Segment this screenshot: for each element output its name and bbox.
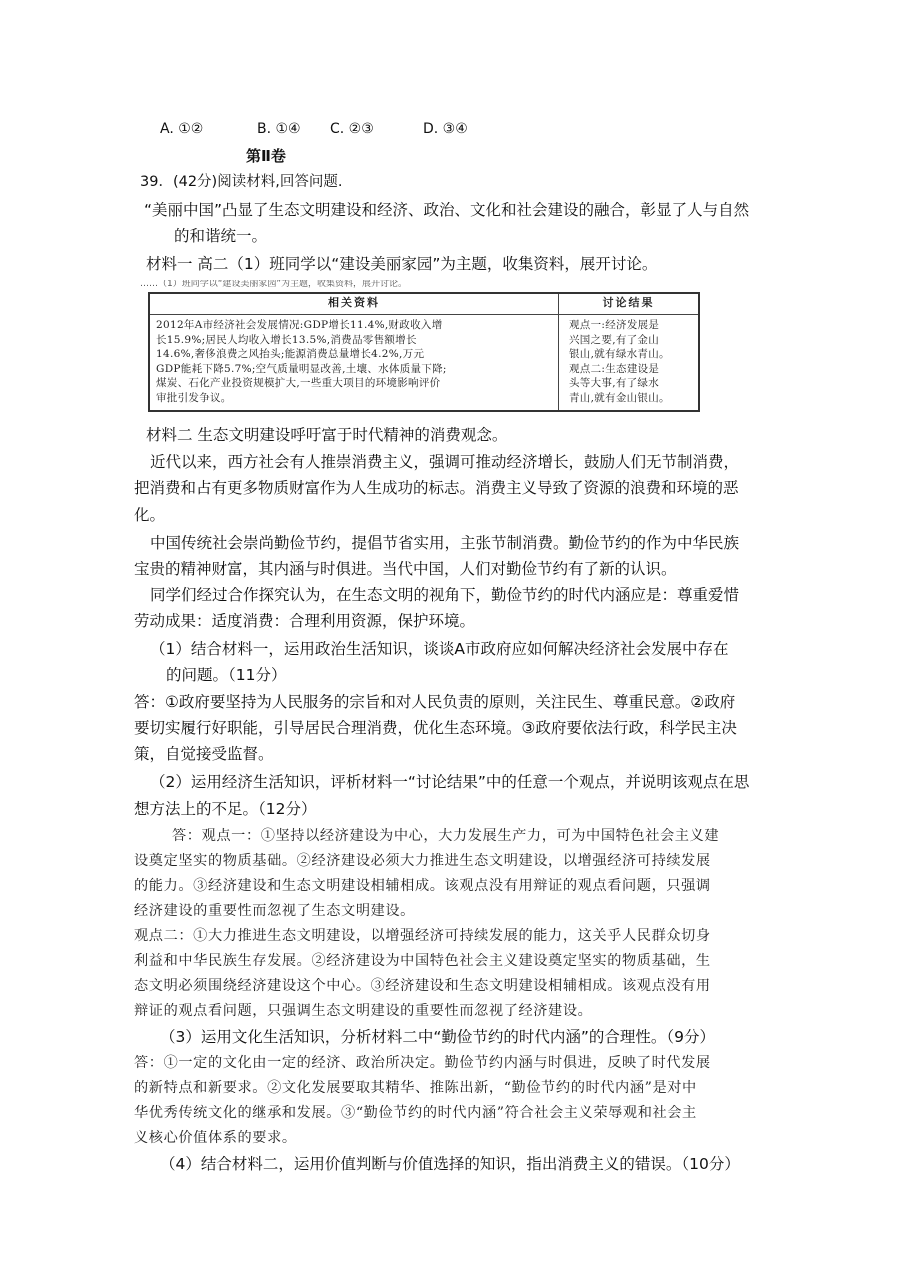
answer-2-view1-line2: 设奠定坚实的物质基础。②经济建设必须大力推进生态文明建设，以增强经济可持续发展 [134, 853, 711, 869]
question-2-line2: 想方法上的不足。（12分） [134, 800, 317, 818]
intro-line-2: 的和谐统一。 [174, 227, 268, 245]
material-two-p2-line1: 中国传统社会崇尚勤俭节约，提倡节省实用，主张节制消费。勤俭节约的作为中华民族 [150, 534, 740, 552]
answer-2-view1-line3: 的能力。③经济建设和生态文明建设相辅相成。该观点没有用辩证的观点看问题，只强调 [134, 878, 711, 894]
question-4-line1: （4）结合材料二，运用价值判断与价值选择的知识，指出消费主义的错误。（10分） [160, 1155, 740, 1173]
question-2-line1: （2）运用经济生活知识，评析材料一“讨论结果”中的任意一个观点，并说明该观点在思 [150, 773, 750, 791]
table-materials-line: GDP能耗下降5.7%;空气质量明显改善,土壤、水体质量下降; [156, 362, 447, 375]
answer-2-view1-line1: 答：观点一：①坚持以经济建设为中心，大力发展生产力，可为中国特色社会主义建 [172, 828, 720, 844]
material-two-p1-line2: 把消费和占有更多物质财富作为人生成功的标志。消费主义导致了资源的浪费和环境的恶 [134, 479, 739, 497]
table-cell-results [559, 315, 700, 412]
answer-options [160, 118, 468, 139]
table-results-line: 观点二:生态建设是 [569, 362, 660, 375]
answer-3-line1: 答：①一定的文化由一定的经济、政治所决定。勤俭节约内涵与时俱进，反映了时代发展 [134, 1055, 711, 1071]
table-results-line: 头等大事,有了绿水 [569, 377, 660, 389]
question-1-line2: 的问题。（11分） [166, 666, 287, 684]
option-c: C. ②③ [330, 121, 374, 137]
option-a: A. ①② [160, 121, 204, 137]
cropped-caption-strip: ……（1）班同学以“建设美丽家园”为主题，收集资料，展开讨论。 [140, 280, 408, 288]
answer-2-view1-line4: 经济建设的重要性而忽视了生态文明建设。 [134, 903, 415, 919]
table-materials-line: 14.6%,奢侈浪费之风抬头;能源消费总量增长4.2%,万元 [156, 348, 425, 360]
section-title: 第Ⅱ卷 [246, 147, 286, 165]
option-d: D. ③④ [423, 121, 468, 137]
material-one-table [148, 292, 700, 412]
table-header-results: 讨论结果 [559, 293, 700, 315]
answer-1-line2: 要切实履行好职能，引导居民合理消费，优化生态环境。③政府要依法行政，科学民主决 [134, 719, 737, 737]
answer-1-line1: 答：①政府要坚持为人民服务的宗旨和对人民负责的原则，关注民生、尊重民意。②政府 [134, 693, 736, 711]
table-header-materials: 相关资料 [149, 293, 559, 315]
question-39-header: 39．(42分)阅读材料,回答问题. [140, 174, 343, 190]
answer-2-view2-line2: 利益和中华民族生存发展。②经济建设为中国特色社会主义建设奠定坚实的物质基础，生 [134, 953, 711, 969]
answer-2-view2-line1: 观点二：①大力推进生态文明建设，以增强经济可持续发展的能力，这关乎人民群众切身 [134, 928, 711, 944]
question-3-line1: （3）运用文化生活知识，分析材料二中“勤俭节约的时代内涵”的合理性。（9分） [160, 1028, 716, 1046]
table-results-line: 银山,就有绿水青山。 [569, 348, 670, 360]
table-materials-line: 2012年A市经济社会发展情况:GDP增长11.4%,财政收入增 [156, 319, 443, 331]
option-b: B. ①④ [257, 121, 301, 137]
table-materials-line: 长15.9%;居民人均收入增长13.5%,消费品零售额增长 [156, 333, 417, 346]
answer-3-line2: 的新特点和新要求。②文化发展要取其精华、推陈出新，“勤俭节约的时代内涵”是对中 [134, 1080, 697, 1096]
answer-3-line4: 义核心价值体系的要求。 [134, 1130, 297, 1146]
question-1-line1: （1）结合材料一，运用政治生活知识，谈谈A市政府应如何解决经济社会发展中存在 [150, 640, 729, 658]
intro-line-1: “美丽中国”凸显了生态文明建设和经济、政治、文化和社会建设的融合，彰显了人与自然 [144, 201, 750, 219]
table-cell-materials [149, 315, 559, 412]
material-two-p2-line2: 宝贵的精神财富，其内涵与时俱进。当代中国，人们对勤俭节约有了新的认识。 [134, 560, 677, 578]
answer-2-view2-line3: 态文明必须围绕经济建设这个中心。③经济建设和生态文明建设相辅相成。该观点没有用 [134, 978, 711, 994]
table-results-line: 观点一:经济发展是 [569, 319, 660, 331]
answer-3-line3: 华优秀传统文化的继承和发展。③“勤俭节约的时代内涵”符合社会主义荣辱观和社会主 [134, 1105, 697, 1121]
answer-1-line3: 策，自觉接受监督。 [134, 745, 274, 763]
material-two-p1-line1: 近代以来，西方社会有人推崇消费主义，强调可推动经济增长，鼓励人们无节制消费， [150, 453, 740, 471]
material-two-p3-line1: 同学们经过合作探究认为，在生态文明的视角下，勤俭节约的时代内涵应是：尊重爱惜 [150, 586, 740, 604]
material-two-p1-line3: 化。 [134, 506, 166, 524]
answer-2-view2-line4: 辩证的观点看问题，只强调生态文明建设的重要性而忽视了经济建设。 [134, 1003, 593, 1019]
material-two-title: 材料二 生态文明建设呼吁富于时代精神的消费观念。 [146, 426, 508, 444]
table-materials-line: 审批引发争议。 [156, 391, 232, 404]
material-one-title: 材料一 高二（1）班同学以“建设美丽家园”为主题，收集资料，展开讨论。 [146, 255, 658, 273]
table-materials-line: 煤炭、石化产业投资规模扩大,一些重大项目的环境影响评价 [156, 377, 441, 389]
table-results-line: 青山,就有金山银山。 [569, 391, 670, 404]
table-results-line: 兴国之要,有了金山 [569, 333, 660, 346]
material-two-p3-line2: 劳动成果：适度消费：合理利用资源，保护环境。 [134, 612, 476, 630]
